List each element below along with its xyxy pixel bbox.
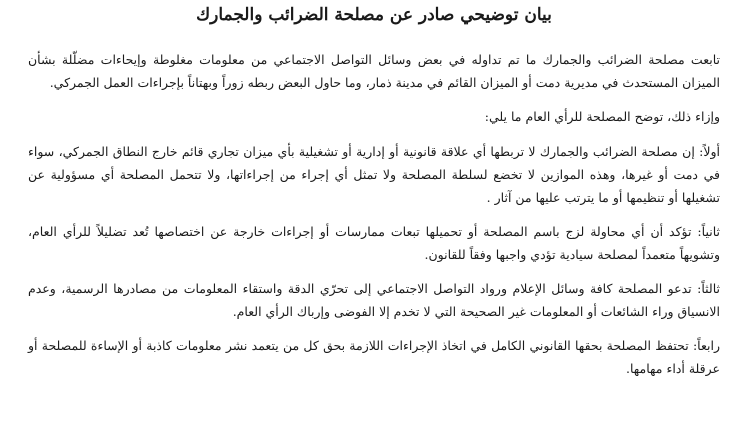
- paragraph-intro: تابعت مصلحة الضرائب والجمارك ما تم تداوله في بعض وسائل التواصل الاجتماعي من معلومات مغلوطة وإيحاءات مضلّلة بشأن الميزان المستحدث في مديرية دمت أو الميزان القائم في مدينة ذمار، وما حاول البعض ربطه زوراً وبهتاناً بإجراءات العمل الجمركي.: [28, 52, 720, 90]
- paragraph-third: ثالثاً: تدعو المصلحة كافة وسائل الإعلام ورواد التواصل الاجتماعي إلى تحرّي الدقة واستقاء المعلومات من مصادرها الرسمية، وعدم الانسياق وراء الشائعات أو المعلومات غير الصحيحة التي لا تخدم إلا الفوضى وإرباك الرأي العام.: [28, 281, 720, 319]
- header-fragment-right: [660, 0, 750, 3]
- header-fragment-left: [0, 0, 70, 3]
- paragraph-first: أولاً: إن مصلحة الضرائب والجمارك لا تربطها أي علاقة قانونية أو إدارية أو تشغيلية بأي ميزان تجاري قائم خارج النطاق الجمركي، سواء في دمت أو غيرها، وهذه الموازين لا تخضع لسلطة المصلحة ولا تمثل أي إجراء من إجراءاتها، ولا تتحمل المصلحة أي مسؤولية عن تشغيلها أو تنظيمها أو ما يترتب عليها من آثار .: [28, 144, 720, 205]
- paragraph-clarification: وإزاء ذلك، توضح المصلحة للرأي العام ما يلي:: [484, 109, 720, 124]
- document-title: بيان توضيحي صادر عن مصلحة الضرائب والجمارك: [196, 5, 552, 25]
- paragraph-fourth: رابعاً: تحتفظ المصلحة بحقها القانوني الكامل في اتخاذ الإجراءات اللازمة بحق كل من يتعمد نشر معلومات كاذبة أو الإساءة للمصلحة أو عرقلة أداء مهامها.: [28, 338, 720, 376]
- header-strip: [0, 0, 750, 4]
- paragraph-second: ثانياً: تؤكد أن أي محاولة لزج باسم المصلحة أو تحميلها تبعات ممارسات أو إجراءات خارجة عن اختصاصها تُعد تضليلاً للرأي العام، وتشويهاً متعمداً لمصلحة سيادية تؤدي واجبها وفقاً للقانون.: [28, 224, 720, 262]
